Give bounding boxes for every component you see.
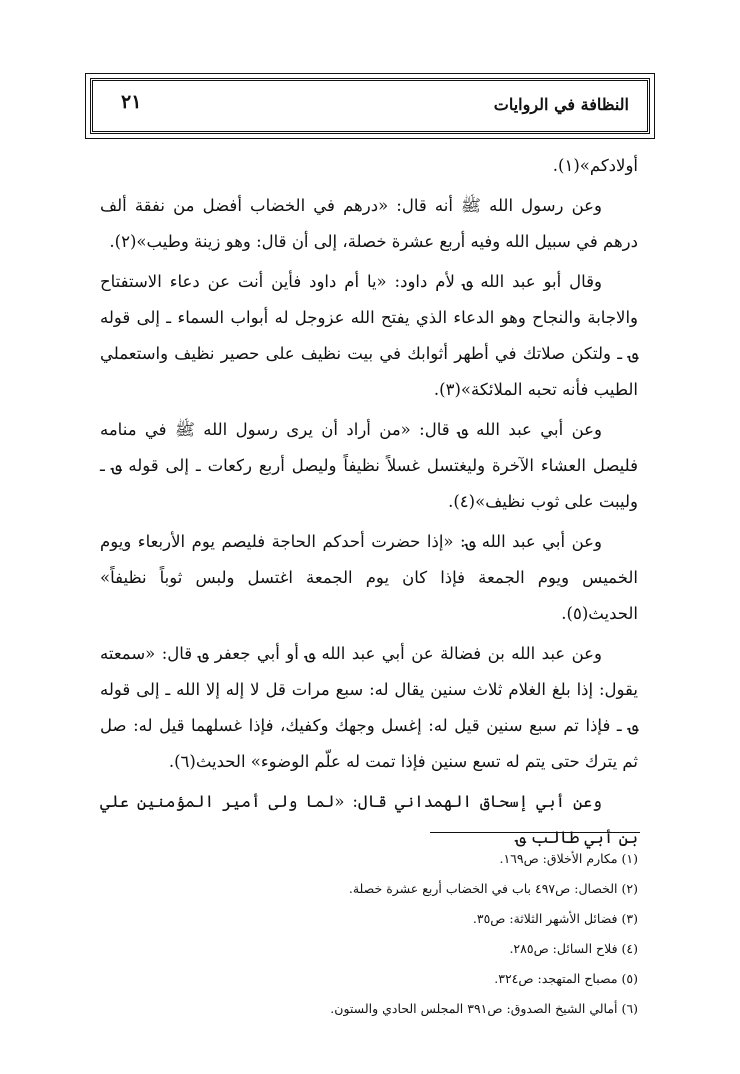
body-text xyxy=(100,148,638,860)
footnote-separator xyxy=(430,832,640,833)
footnote: (٣) فضائل الأشهر الثلاثة: ص٣٥. xyxy=(472,911,638,926)
footnotes xyxy=(100,844,638,1024)
running-header xyxy=(90,78,650,134)
running-header-title: النظافة في الروايات xyxy=(493,95,629,114)
paragraph: وعن أبي عبد الله ؈ قال: «من أراد أن يرى رسول الله ﷺ في منامه فليصل العشاء الآخرة وليغتسل غسلاً نظيفاً وليصل أربع ركعات ـ إلى قوله ؈ ـ وليبت على ثوب نظيف»(٤). xyxy=(100,420,638,511)
paragraph: وعن رسول الله ﷺ أنه قال: «درهم في الخضاب أفضل من نفقة ألف درهم في سبيل الله وفيه أربع عشرة خصلة، إلى أن قال: وهو زينة وطيب»(٢). xyxy=(100,196,638,251)
paragraph: وعن عبد الله بن فضالة عن أبي عبد الله ؈ أو أبي جعفر ؈ قال: «سمعته يقول: إذا بلغ الغلام ثلاث سنين يقال له: سبع مرات قل لا إله إلا الله ـ إلى قوله ؈ ـ فإذا تم سبع سنين قيل له: إغسل وجهك وكفيك، فإذا غسلهما قيل له: صل ثم يترك حتى يتم له تسع سنين فإذا تمت له علّم الوضوء» الحديث(٦). xyxy=(100,644,638,771)
footnote: (١) مكارم الأخلاق: ص١٦٩. xyxy=(499,851,638,866)
paragraph: وعن أبي عبد الله ؈: «إذا حضرت أحدكم الحاجة فليصم يوم الأربعاء ويوم الخميس ويوم الجمعة فإذا كان يوم الجمعة اغتسل ولبس ثوباً نظيفاً» الحديث(٥). xyxy=(100,532,638,623)
footnote: (٢) الخصال: ص٤٩٧ باب في الخضاب أربع عشرة خصلة. xyxy=(348,881,638,896)
paragraph: وقال أبو عبد الله ؈ لأم داود: «يا أم داود فأين أنت عن دعاء الاستفتاح والاجابة والنجاح وهو الدعاء الذي يفتح الله عزوجل له أبواب السماء ـ إلى قوله ؈ ـ ولتكن صلاتك في أطهر أثوابك في بيت نظيف على حصير نظيف واستعملي الطيب فأنه تحبه الملائكة»(٣). xyxy=(100,272,638,399)
paragraph: أولادكم»(١). xyxy=(552,156,638,175)
footnote: (٦) أمالي الشيخ الصدوق: ص٣٩١ المجلس الحادي والستون. xyxy=(330,1001,638,1016)
page-number: ٢١ xyxy=(121,91,142,113)
footnote: (٥) مصباح المتهجد: ص٣٢٤. xyxy=(494,971,638,986)
footnote: (٤) فلاح السائل: ص٢٨٥. xyxy=(509,941,638,956)
paragraph: وعن أبي إسحاق الهمداني قال: «لما ولى أمير المؤمنين علي بن أبي طالب ؈ xyxy=(100,792,638,847)
